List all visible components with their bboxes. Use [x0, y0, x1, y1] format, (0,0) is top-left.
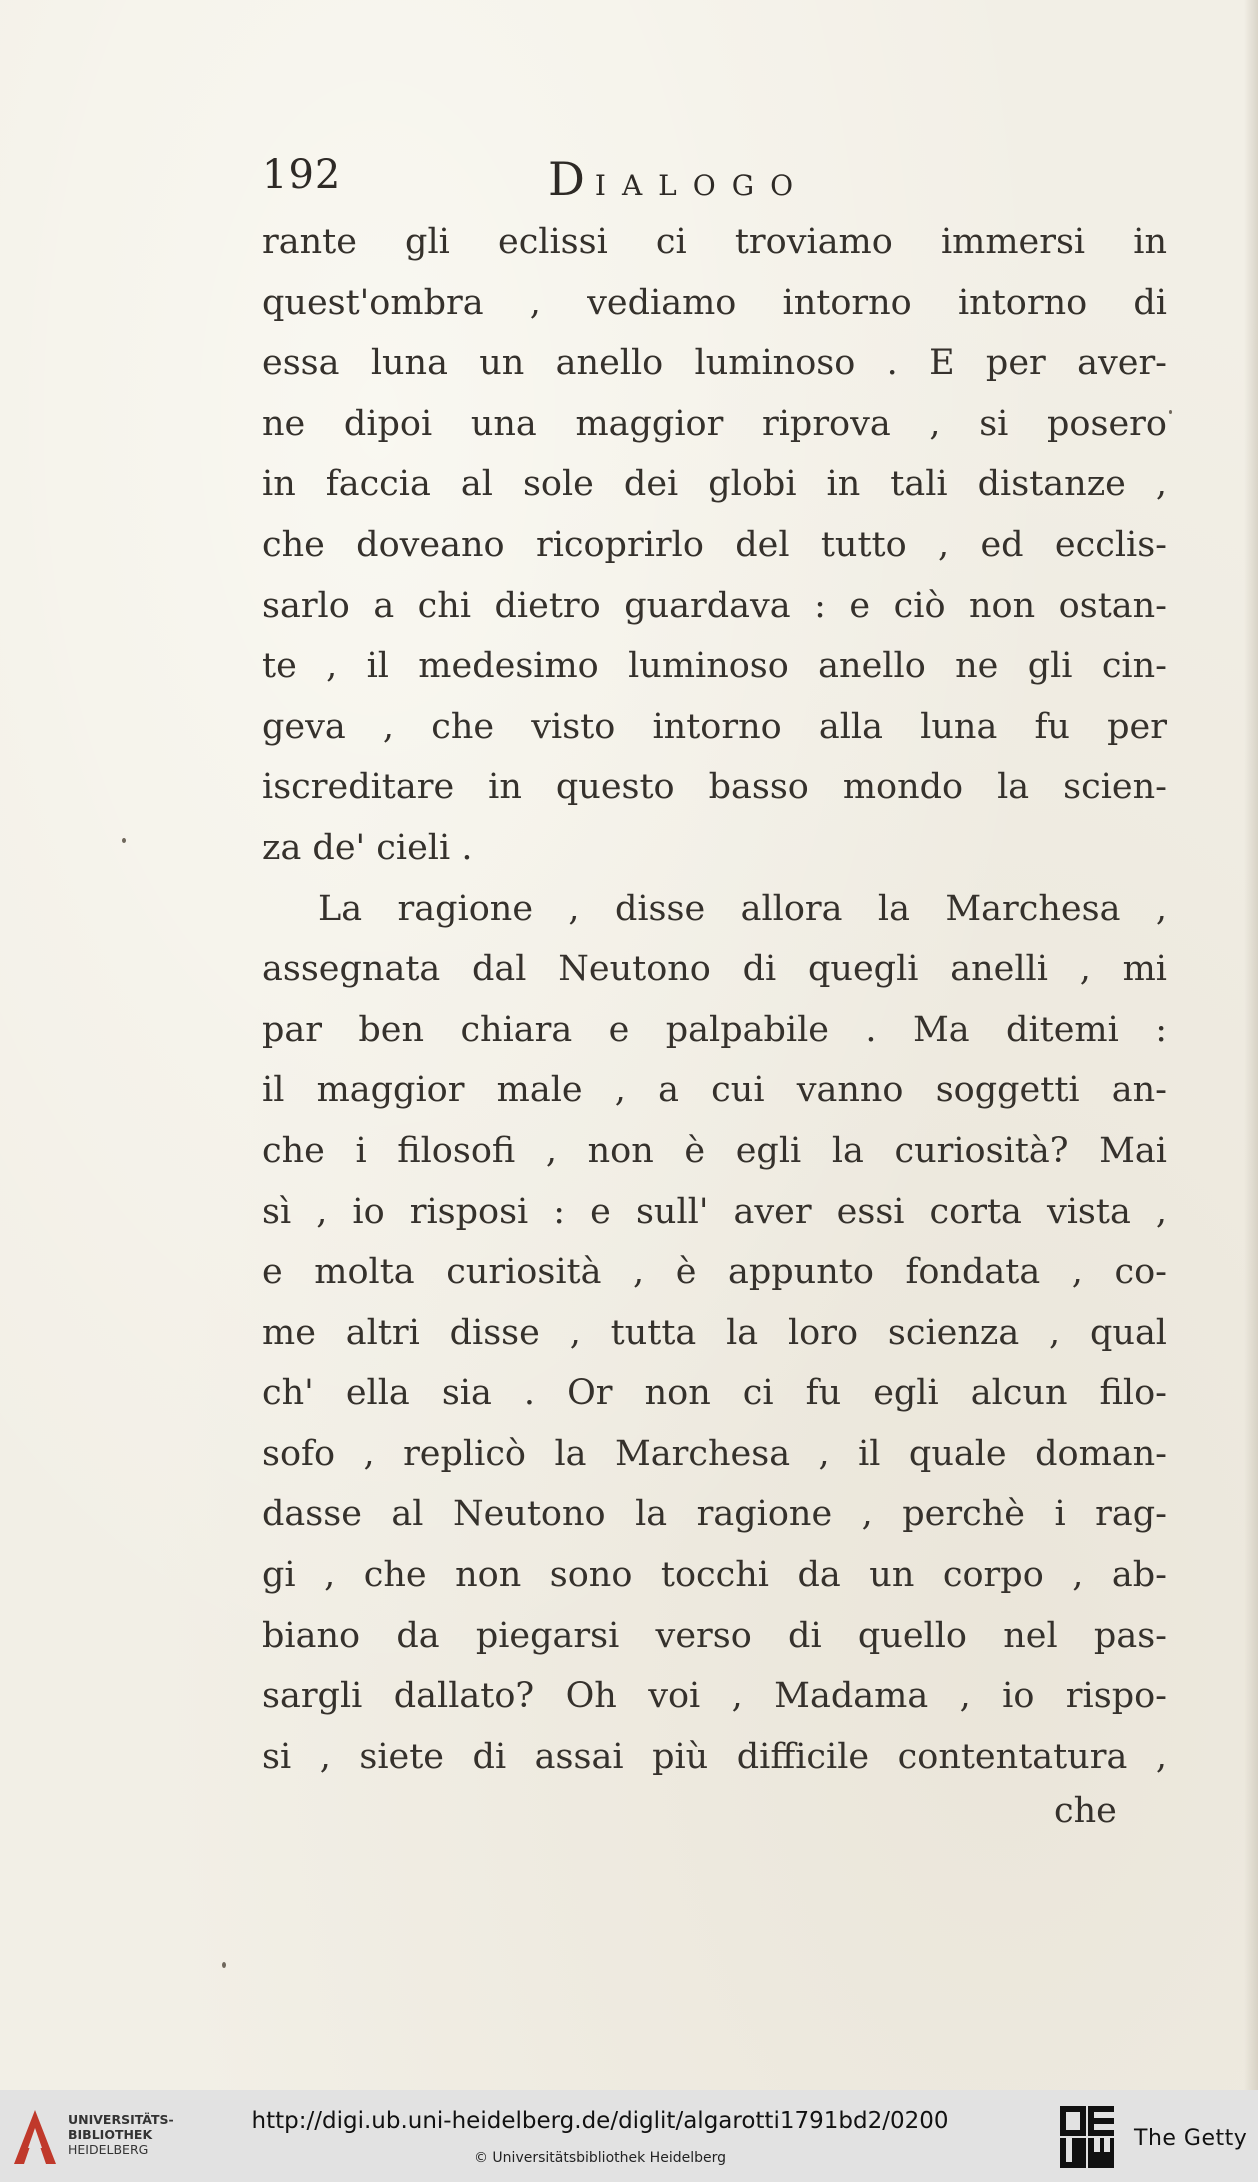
text-line: sargli dallato? Oh voi , Madama , io rispo-	[262, 1676, 1167, 1717]
text-line: ne dipoi una maggior riprova , si posero	[262, 403, 1167, 444]
running-head-rest: IALOGO	[594, 169, 810, 202]
library-name-line: BIBLIOTHEK	[68, 2127, 153, 2142]
text-line: il maggior male , a cui vanno soggetti an-	[262, 1070, 1167, 1111]
library-name	[68, 2112, 174, 2157]
page-edge-shadow	[1244, 0, 1258, 2090]
text-line: in faccia al sole dei globi in tali distanze ,	[262, 464, 1167, 505]
permalink-url[interactable]: http://digi.ub.uni-heidelberg.de/diglit/algarotti1791bd2/0200	[251, 2108, 949, 2134]
partner-name: The Getty	[1134, 2126, 1248, 2151]
text-line: iscreditare in questo basso mondo la scien-	[262, 767, 1167, 808]
text-line: si , siete di assai più difficile contentatura ,	[262, 1736, 1167, 1777]
text-line: me altri disse , tutta la loro scienza , qual	[262, 1312, 1167, 1353]
library-name-line: UNIVERSITÄTS-	[68, 2112, 174, 2127]
text-line: assegnata dal Neutono di quegli anelli , mi	[262, 949, 1167, 990]
text-line: quest'ombra , vediamo intorno intorno di	[262, 282, 1167, 323]
text-line: za de' cieli .	[262, 827, 473, 868]
paragraph-first-line: La ragione , disse allora la Marchesa ,	[318, 888, 1167, 929]
page-number: 192	[262, 152, 342, 198]
text-line: ch' ella sia . Or non ci fu egli alcun filo-	[262, 1373, 1167, 1414]
getty-logo-icon	[1058, 2104, 1116, 2170]
text-line: e molta curiosità , è appunto fondata , co-	[262, 1252, 1167, 1293]
text-line: rante gli eclissi ci troviamo immersi in	[262, 222, 1167, 262]
text-line: biano da piegarsi verso di quello nel pas-	[262, 1615, 1167, 1656]
copyright-notice: © Universitätsbibliothek Heidelberg	[473, 2150, 726, 2166]
text-line: par ben chiara e palpabile . Ma ditemi :	[262, 1009, 1167, 1050]
text-line: sì , io risposi : e sull' aver essi corta vista ,	[262, 1191, 1167, 1232]
text-line: sofo , replicò la Marchesa , il quale doman-	[262, 1433, 1167, 1474]
text-line: essa luna un anello luminoso . E per aver-	[262, 343, 1167, 384]
paper-speck	[1169, 410, 1172, 414]
university-library-logo-icon	[12, 2108, 58, 2166]
text-line: te , il medesimo luminoso anello ne gli cin-	[262, 646, 1167, 687]
text-line: geva , che visto intorno alla luna fu per	[262, 706, 1167, 747]
library-name-line: HEIDELBERG	[68, 2142, 149, 2157]
paper-speck	[222, 1962, 226, 1968]
running-head	[548, 152, 809, 206]
paper-speck	[122, 838, 126, 843]
page-header	[262, 152, 1162, 206]
body-text	[262, 212, 1167, 1787]
text-line: che i filosofi , non è egli la curiosità? Mai	[262, 1130, 1167, 1171]
text-line: sarlo a chi dietro guardava : e ciò non ostan-	[262, 585, 1167, 626]
text-line: dasse al Neutono la ragione , perchè i rag-	[262, 1494, 1167, 1535]
running-head-initial: D	[548, 152, 585, 206]
text-line: gi , che non sono tocchi da un corpo , ab-	[262, 1555, 1167, 1596]
text-line: che doveano ricoprirlo del tutto , ed ecclis-	[262, 524, 1167, 565]
catchword: che	[1054, 1791, 1117, 1831]
viewer-footer	[0, 2090, 1258, 2182]
